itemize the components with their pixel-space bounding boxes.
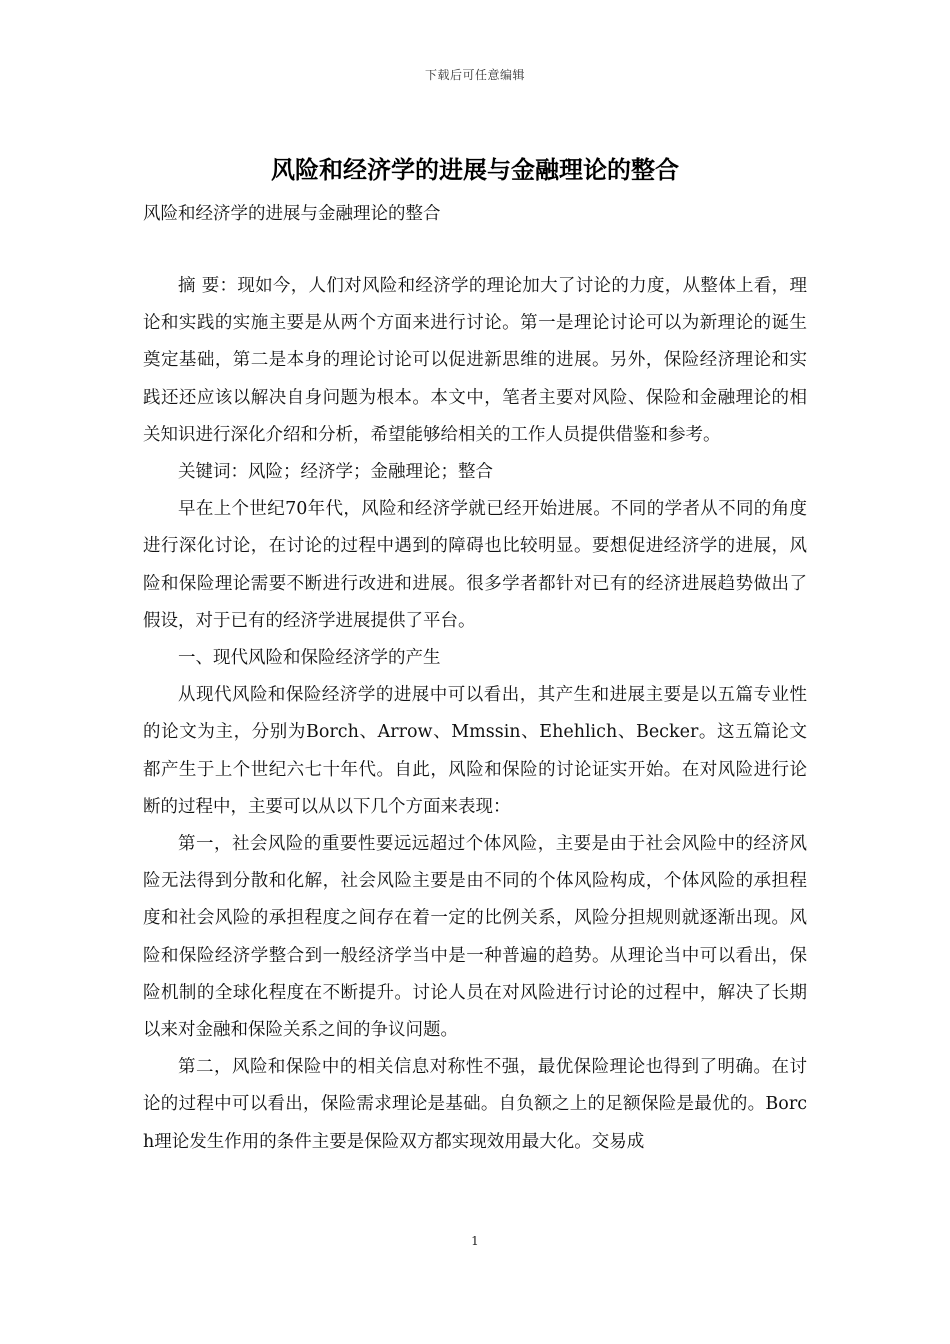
keywords-paragraph: 关键词：风险；经济学；金融理论；整合 bbox=[178, 462, 493, 483]
body-paragraph: 早在上个世纪70年代，风险和经济学就已经开始进展。不同的学者从不同的角度进行深化讨论，在讨论的过程中遇到的障碍也比较明显。要想促进经济学的进展，风险和保险理论需要不断进行改进和进展。很多学者都针对已有的经济进展趋势做出了假设，对于已有的经济学进展提供了平台。 bbox=[143, 499, 807, 631]
document-body bbox=[143, 268, 807, 1161]
body-paragraph: 从现代风险和保险经济学的进展中可以看出，其产生和进展主要是以五篇专业性的论文为主，分别为Borch、Arrow、Mmssin、Ehehlich、Becker。这五篇论文都产生于上个世纪六七十年代。自此，风险和保险的讨论证实开始。在对风险进行论断的过程中，主要可以从以下几个方面来表现： bbox=[143, 685, 807, 817]
abstract-paragraph: 摘 要：现如今，人们对风险和经济学的理论加大了讨论的力度，从整体上看，理论和实践的实施主要是从两个方面来进行讨论。第一是理论讨论可以为新理论的诞生奠定基础，第二是本身的理论讨论可以促进新思维的进展。另外，保险经济理论和实践还还应该以解决自身问题为根本。本文中，笔者主要对风险、保险和金融理论的相关知识进行深化介绍和分析，希望能够给相关的工作人员提供借鉴和参考。 bbox=[143, 276, 807, 445]
section-heading: 一、现代风险和保险经济学的产生 bbox=[178, 648, 441, 669]
page-title: 风险和经济学的进展与金融理论的整合 bbox=[271, 155, 679, 184]
header-note: 下载后可任意编辑 bbox=[424, 68, 525, 82]
document-subtitle: 风险和经济学的进展与金融理论的整合 bbox=[143, 204, 441, 224]
body-paragraph: 第二，风险和保险中的相关信息对称性不强，最优保险理论也得到了明确。在讨论的过程中可以看出，保险需求理论是基础。自负额之上的足额保险是最优的。Borch理论发生作用的条件主要是保险双方都实现效用最大化。交易成 bbox=[143, 1057, 807, 1152]
page-number: 1 bbox=[471, 1234, 479, 1248]
body-paragraph: 第一，社会风险的重要性要远远超过个体风险，主要是由于社会风险中的经济风险无法得到分散和化解，社会风险主要是由不同的个体风险构成，个体风险的承担程度和社会风险的承担程度之间存在着一定的比例关系，风险分担规则就逐渐出现。风险和保险经济学整合到一般经济学当中是一种普遍的趋势。从理论当中可以看出，保险机制的全球化程度在不断提升。讨论人员在对风险进行讨论的过程中，解决了长期以来对金融和保险关系之间的争议问题。 bbox=[143, 834, 807, 1041]
